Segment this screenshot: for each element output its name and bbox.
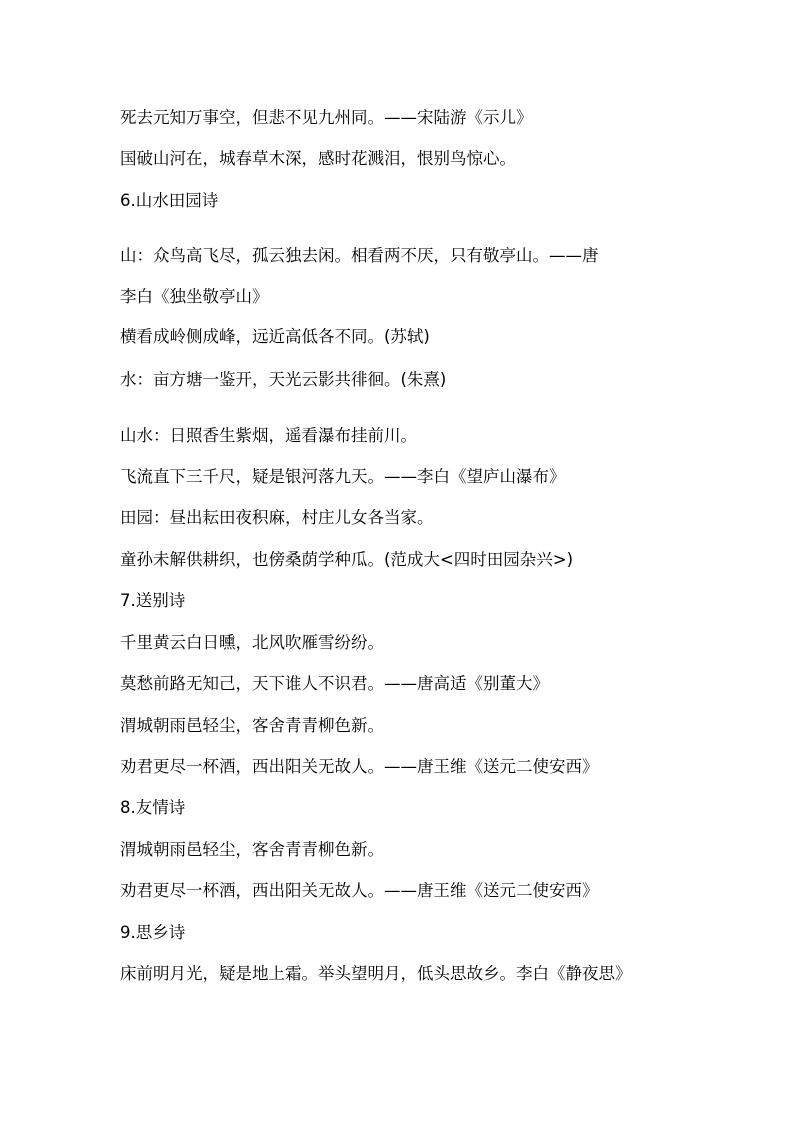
section-heading: 8.友情诗	[120, 798, 186, 817]
text-line: 李白《独坐敬亭山》	[120, 287, 269, 306]
text-line: 劝君更尽一杯酒，西出阳关无故人。——唐王维《送元二使安西》	[120, 881, 599, 900]
text-line: 国破山河在，城春草木深，感时花溅泪，恨别鸟惊心。	[120, 149, 516, 168]
text-line: 床前明月光，疑是地上霜。举头望明月，低头思故乡。李白《静夜思》	[120, 964, 632, 983]
text-line: 山：众鸟高飞尽，孤云独去闲。相看两不厌，只有敬亭山。——唐	[120, 246, 599, 265]
text-line: 飞流直下三千尺，疑是银河落九天。——李白《望庐山瀑布》	[120, 467, 566, 486]
section-heading: 6.山水田园诗	[120, 191, 219, 210]
text-line: 水：亩方塘一鉴开，天光云影共徘徊。(朱熹)	[120, 370, 447, 389]
section-heading: 7.送别诗	[120, 591, 186, 610]
text-line: 千里黄云白日曛，北风吹雁雪纷纷。	[120, 633, 384, 652]
section-heading: 9.思乡诗	[120, 923, 186, 942]
text-line: 山水：日照香生紫烟，遥看瀑布挂前川。	[120, 426, 417, 445]
text-line: 莫愁前路无知己，天下谁人不识君。——唐高适《别董大》	[120, 674, 549, 693]
text-line: 死去元知万事空，但悲不见九州同。——宋陆游《示儿》	[120, 108, 533, 127]
text-line: 横看成岭侧成峰，远近高低各不同。(苏轼)	[120, 327, 430, 346]
text-line: 童孙未解供耕织，也傍桑荫学种瓜。(范成大<四时田园杂兴>)	[120, 550, 574, 569]
text-line: 渭城朝雨邑轻尘，客舍青青柳色新。	[120, 840, 384, 859]
text-line: 渭城朝雨邑轻尘，客舍青青柳色新。	[120, 716, 384, 735]
text-line: 田园：昼出耘田夜积麻，村庄儿女各当家。	[120, 508, 434, 527]
text-line: 劝君更尽一杯酒，西出阳关无故人。——唐王维《送元二使安西》	[120, 757, 599, 776]
